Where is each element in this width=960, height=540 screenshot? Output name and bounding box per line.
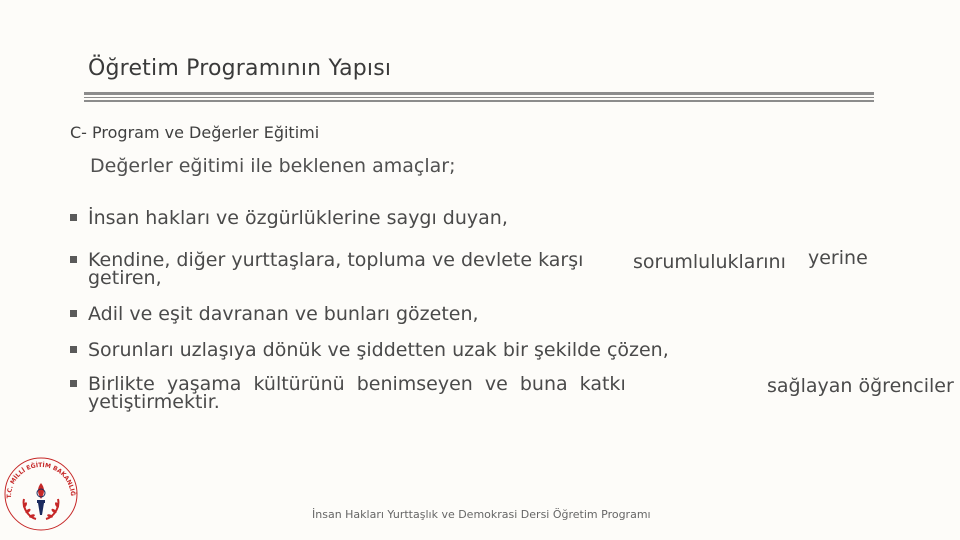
bullet-text: yerine: [808, 247, 868, 269]
bullet-marker-icon: [70, 256, 77, 263]
bullet-text: Birlikte yaşama kültürünü benimseyen ve buna katkı: [88, 373, 626, 395]
title-rule: [84, 92, 874, 95]
slide-title: Öğretim Programının Yapısı: [88, 56, 392, 81]
title-rule: [84, 97, 874, 98]
intro-text: Değerler eğitimi ile beklenen amaçlar;: [90, 155, 456, 177]
bullet-text: Kendine, diğer yurttaşlara, topluma ve devlete karşı: [88, 249, 584, 271]
bullet-text: sağlayan öğrenciler: [767, 375, 954, 397]
footer-text: İnsan Hakları Yurttaşlık ve Demokrasi Dersi Öğretim Programı: [312, 508, 651, 521]
bullet-marker-icon: [70, 380, 77, 387]
title-rule: [84, 100, 874, 102]
bullet-text: sorumluluklarını: [633, 251, 786, 273]
section-heading: C- Program ve Değerler Eğitimi: [70, 123, 320, 142]
bullet-continuation: yetiştirmektir.: [88, 391, 220, 413]
bullet-text: Adil ve eşit davranan ve bunları gözeten,: [88, 303, 479, 325]
bullet-marker-icon: [70, 310, 77, 317]
bullet-marker-icon: [70, 346, 77, 353]
bullet-continuation: getiren,: [88, 267, 162, 289]
svg-text:T.C. MİLLÎ EĞİTİM BAKANLIĞI: T.C. MİLLÎ EĞİTİM BAKANLIĞ: [5, 461, 77, 499]
bullet-marker-icon: [70, 214, 77, 221]
bullet-text: İnsan hakları ve özgürlüklerine saygı duyan,: [88, 207, 508, 229]
meb-logo-icon: [2, 455, 80, 533]
bullet-text: Sorunları uzlaşıya dönük ve şiddetten uzak bir şekilde çözen,: [88, 339, 669, 361]
